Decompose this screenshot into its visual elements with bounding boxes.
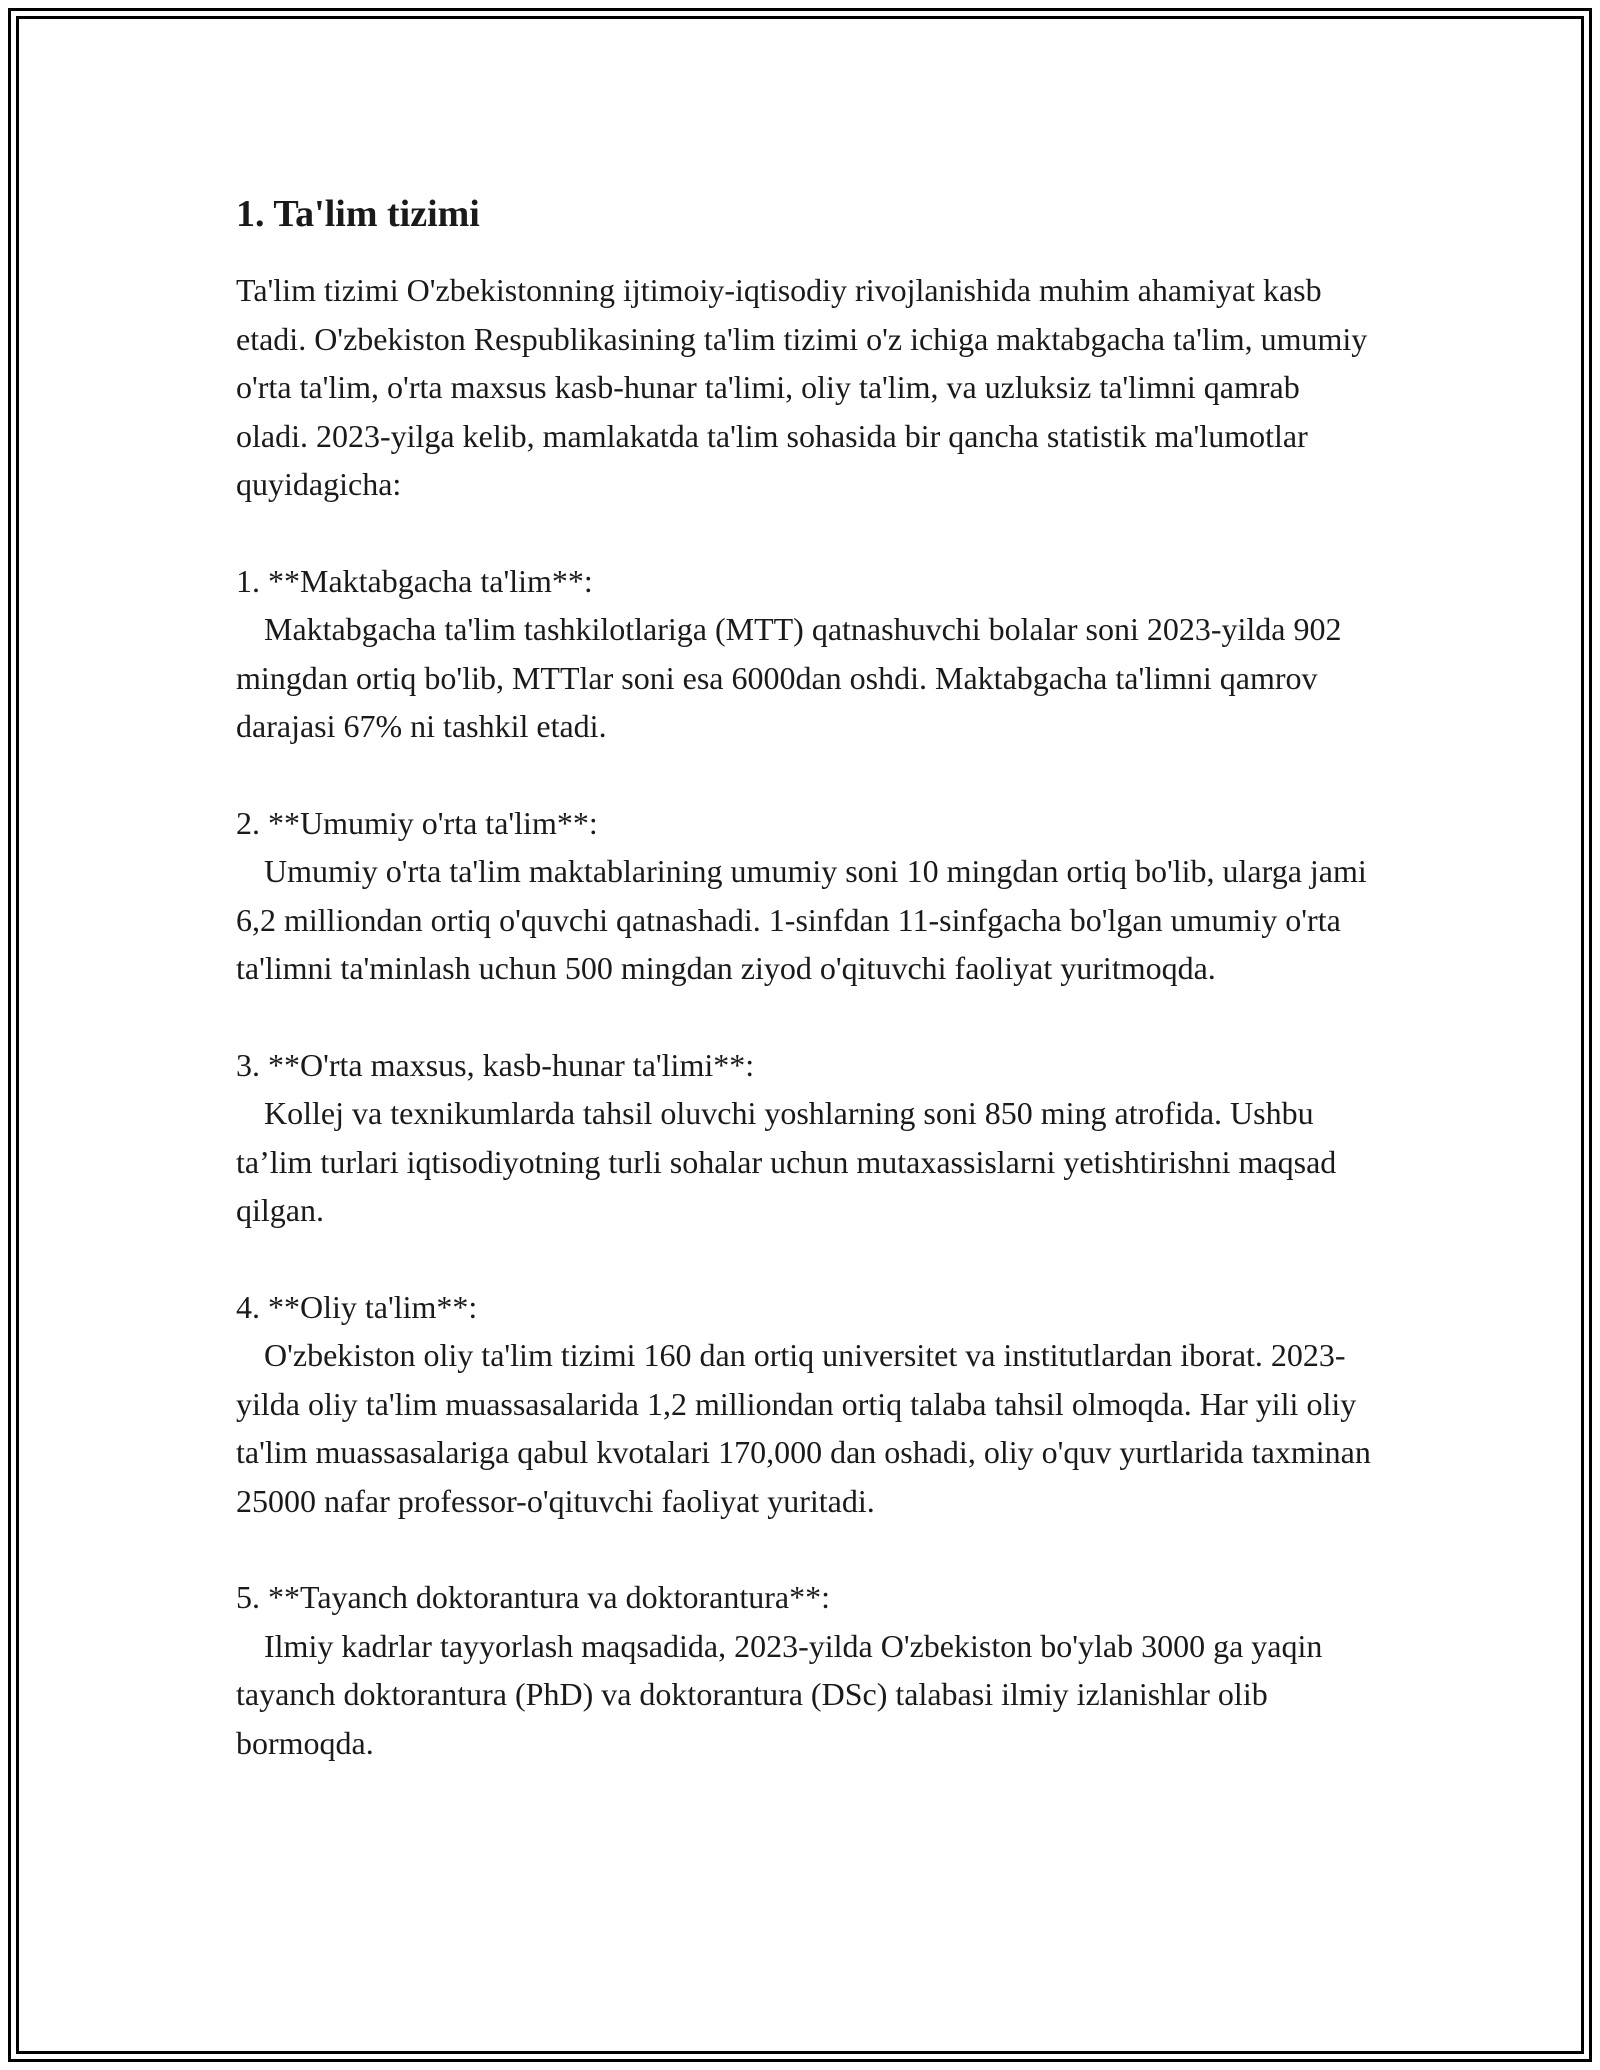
- section-title: 1. Ta'lim tizimi: [236, 193, 480, 235]
- document-body: [236, 188, 1376, 1815]
- list-item-doctorate: [236, 1573, 1376, 1767]
- list-item-body: Maktabgacha ta'lim tashkilotlariga (MTT) qatnashuvchi bolalar soni 2023-yilda 902 mingdan ortiq bo'lib, MTTlar soni esa 6000dan oshdi. Maktabgacha ta'limni qamrov darajasi 67% ni tashkil etadi.: [236, 611, 1342, 744]
- list-item-body: Umumiy o'rta ta'lim maktablarining umumiy soni 10 mingdan ortiq bo'lib, ularga jami 6,2 milliondan ortiq o'quvchi qatnashadi. 1-sinfdan 11-sinfgacha bo'lgan umumiy o'rta ta'limni ta'minlash uchun 500 mingdan ziyod o'qituvchi faoliyat yuritmoqda.: [236, 853, 1367, 986]
- list-item-preschool: [236, 557, 1376, 751]
- list-item-vocational: [236, 1041, 1376, 1235]
- list-item-general-secondary: [236, 799, 1376, 993]
- list-item-heading: 3. **O'rta maxsus, kasb-hunar ta'limi**:: [236, 1046, 755, 1083]
- list-item-body: Ilmiy kadrlar tayyorlash maqsadida, 2023-yilda O'zbekiston bo'ylab 3000 ga yaqin tayanch doktorantura (PhD) va doktorantura (DSc) talabasi ilmiy izlanishlar olib bormoqda.: [236, 1627, 1323, 1761]
- list-item-heading: 1. **Maktabgacha ta'lim**:: [236, 562, 593, 599]
- list-item-body: O'zbekiston oliy ta'lim tizimi 160 dan ortiq universitet va institutlardan iborat. 2023-yilda oliy ta'lim muassasalarida 1,2 milliondan ortiq talaba tahsil olmoqda. Har yili oliy ta'lim muassasalariga qabul kvotalari 170,000 dan oshadi, oliy o'quv yurtlarida taxminan 25000 nafar professor-o'qituvchi faoliyat yuritadi.: [236, 1337, 1371, 1519]
- list-item-higher-education: [236, 1283, 1376, 1526]
- list-item-body: Kollej va texnikumlarda tahsil oluvchi yoshlarning soni 850 ming atrofida. Ushbu ta’lim turlari iqtisodiyotning turli sohalar uchun mutaxassislarni yetishtirishni maqsad qilgan.: [236, 1095, 1337, 1228]
- list-item-heading: 5. **Tayanch doktorantura va doktorantura**:: [236, 1579, 831, 1615]
- list-item-heading: 4. **Oliy ta'lim**:: [236, 1288, 478, 1325]
- intro-paragraph: Ta'lim tizimi O'zbekistonning ijtimoiy-iqtisodiy rivojlanishida muhim ahamiyat kasb etadi. O'zbekiston Respublikasining ta'lim tizimi o'z ichiga maktabgacha ta'lim, umumiy o'rta ta'lim, o'rta maxsus kasb-hunar ta'limi, oliy ta'lim, va uzluksiz ta'limni qamrab oladi. 2023-yilga kelib, mamlakatda ta'lim sohasida bir qancha statistik ma'lumotlar quyidagicha:: [236, 272, 1376, 502]
- list-item-heading: 2. **Umumiy o'rta ta'lim**:: [236, 804, 598, 841]
